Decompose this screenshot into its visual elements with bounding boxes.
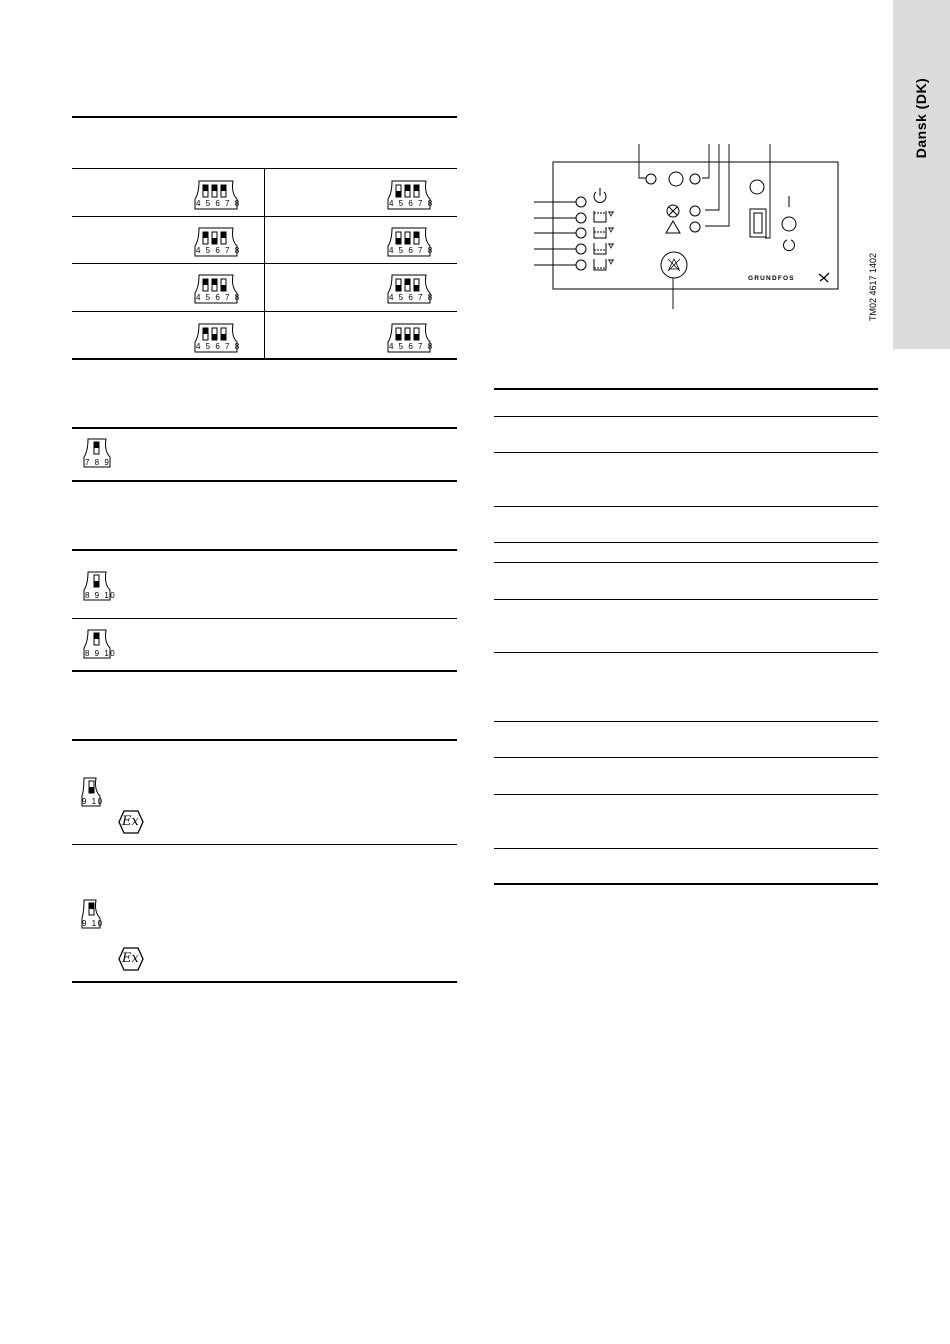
- led-indicator: [689, 221, 701, 233]
- led-indicator: [575, 227, 587, 239]
- switch-number-label: 9 10: [82, 797, 104, 806]
- tank-level-icon: [592, 226, 616, 240]
- power-icon: [592, 187, 608, 205]
- figure-code: TM02 4617 1402: [868, 252, 878, 322]
- alarm-reset-button[interactable]: [660, 251, 688, 279]
- on-symbol-icon: [787, 196, 791, 208]
- led-indicator: [689, 173, 701, 185]
- switch-number-label: 8 9 10: [85, 649, 117, 658]
- brand-logo: GRUNDFOS: [748, 275, 795, 282]
- tank-level-icon: [592, 258, 616, 272]
- led-indicator: [575, 259, 587, 271]
- ex-symbol-label: Ex: [122, 814, 139, 829]
- brand-logo-icon: [817, 271, 831, 283]
- pump-button[interactable]: [668, 171, 684, 187]
- switch-number-label: 4 5 6 7 8: [196, 342, 241, 351]
- language-tab-label: Dansk (DK): [913, 77, 929, 159]
- alarm-lamp-icon: [666, 204, 680, 218]
- switch-number-label: 4 5 6 7 8: [196, 246, 241, 255]
- start-button[interactable]: [781, 216, 797, 232]
- led-indicator: [575, 243, 587, 255]
- tank-level-icon: [592, 242, 616, 256]
- switch-number-label: 4 5 6 7 8: [196, 199, 241, 208]
- switch-number-label: 4 5 6 7 8: [389, 246, 434, 255]
- selector-switch[interactable]: [749, 208, 767, 238]
- switch-number-label: 4 5 6 7 8: [196, 293, 241, 302]
- tank-level-icon: [592, 210, 616, 224]
- switch-number-label: 4 5 6 7 8: [389, 293, 434, 302]
- switch-number-label: 4 5 6 7 8: [389, 199, 434, 208]
- led-indicator: [645, 173, 657, 185]
- switch-number-label: 4 5 6 7 8: [389, 342, 434, 351]
- led-indicator: [749, 179, 765, 195]
- led-indicator: [689, 205, 701, 217]
- off-symbol-icon: [782, 238, 796, 252]
- led-indicator: [575, 196, 587, 208]
- warning-icon: [665, 220, 681, 234]
- switch-number-label: 9 10: [82, 919, 104, 928]
- ex-symbol-label: Ex: [122, 951, 139, 966]
- switch-number-label: 7 8 9: [85, 458, 111, 467]
- led-indicator: [575, 212, 587, 224]
- switch-number-label: 8 9 10: [85, 591, 117, 600]
